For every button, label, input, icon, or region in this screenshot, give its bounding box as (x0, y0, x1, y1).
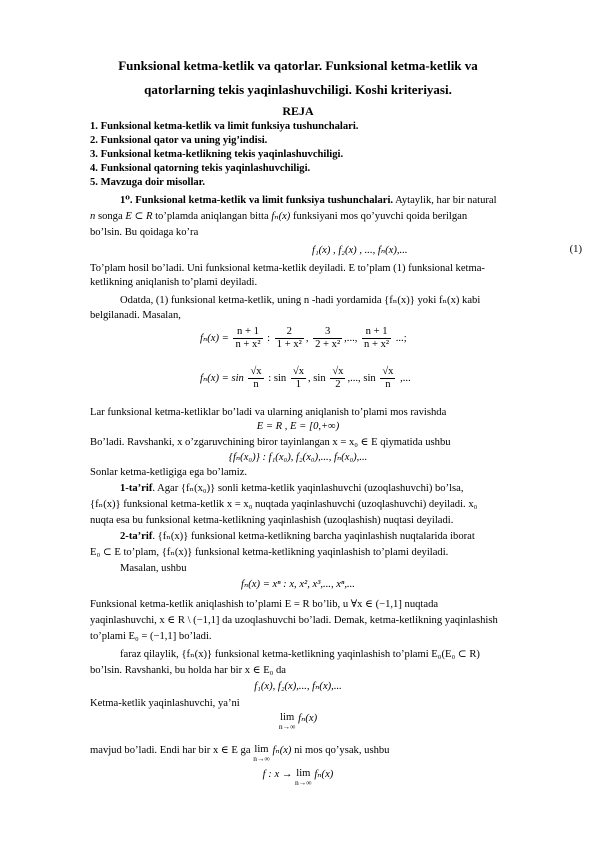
fraction: $\frac{3}{\text{2 + x²}}$ (315, 326, 341, 351)
equation-1-number: (1) (569, 244, 582, 255)
plan-item: 3. Funksional ketma-ketlikning tekis yaqinlashuvchiligi. (90, 149, 344, 160)
paragraph-4: Lar funksional ketma-ketliklar bo’ladi va ularning aniqlanish to’plami mos ravishda (90, 407, 447, 418)
plan-item: 4. Funksional qatorning tekis yaqinlashuvchiligi. (90, 163, 311, 174)
plan-item: 5. Mavzuga doir misollar. (90, 177, 206, 188)
limit-operator: lim n→∞ (253, 744, 270, 763)
paragraph-4-equation: E = R , E = [0,+∞) (256, 421, 340, 432)
definition-2-line-1: 2-ta’rif. {fₙ(x)} funksional ketma-ketlikning barcha yaqinlashish nuqtalarida iborat (120, 531, 475, 542)
definition-1-line-3: nuqta esa bu funksional ketma-ketlikning yaqinlashish (uzoqlashish) nuqtasi deyiladi. (90, 515, 454, 526)
paragraph-8-line-1: Funksional ketma-ketlik aniqlashish to’plami E = R bo’lib, u ∀x ∈ (−1,1] nuqtada (90, 599, 439, 610)
section-1-line-2: n songa E ⊂ R to’plamda aniqlangan bitta fₙ(x) funksiyani mos qo’yuvchi qoida berilgan (90, 211, 468, 222)
fraction: $\frac{√x}{2}$ (332, 366, 344, 391)
title-line-1: Funksional ketma-ketlik va qatorlar. Funksional ketma-ketlik va (118, 58, 478, 73)
limit-function-definition: f : x → lim n→∞ fₙ(x) (262, 768, 334, 787)
paragraph-9-line-2: bo’lsin. Ravshanki, bu holda har bir x ∈ E₀ da (90, 665, 287, 676)
paragraph-2-line-2: ketlikning aniqlanish to’plami deyiladi. (90, 277, 258, 288)
plan-heading: REJA (282, 104, 314, 118)
fraction: $\frac{n + 1}{\text{n + x²}}$ (235, 326, 261, 351)
plan-item: 1. Funksional ketma-ketlik va limit funksiya tushunchalari. (90, 121, 359, 132)
definition-1-line-1: 1-ta’rif. Agar {fₙ(x₀)} sonli ketma-ketlik yaqinlashuvchi (uzoqlashuvchi) bo’lsa, (120, 483, 464, 494)
section-1-first-line (120, 194, 497, 207)
definition-1-heading: 1-ta’rif (120, 483, 153, 494)
paragraph-10: Ketma-ketlik yaqinlashuvchi, ya’ni (90, 698, 240, 709)
paragraph-3-line-1: Odatda, (1) funksional ketma-ketlik, uning n -hadi yordamida {fₙ(x)} yoki fₙ(x) kabi (120, 295, 481, 306)
paragraph-11: mavjud bo’ladi. Endi har bir x ∈ E ga lim n→∞ fₙ(x) ni mos qo’ysak, ushbu (90, 744, 390, 763)
title-line-2: qatorlarning tekis yaqinlashuvchiligi. Koshi kriteriyasi. (144, 82, 452, 97)
fraction: $\frac{n + 1}{\text{n + x²}}$ (364, 326, 390, 351)
paragraph-5-equation: {fₙ(x₀)} : f₁(x₀), f₂(x₀),..., fₙ(x₀),... (228, 452, 368, 463)
example-2-formula: fₙ(x) = sin $\frac{√x}{n}$ : sin $\frac{√x}{1}$ , sin $\frac{√x}{2}$ ,..., sin $\frac{√x}{n}$ ,... (200, 366, 411, 391)
definition-2-line-2: E₀ ⊂ E to’plam, {fₙ(x)} funksional ketma-ketlikning yaqinlashish to’plami deyiladi. (90, 547, 449, 558)
fraction: $\frac{√x}{n}$ (382, 366, 394, 391)
paragraph-6: Sonlar ketma-ketligiga ega bo’lamiz. (90, 467, 248, 478)
fraction: $\frac{√x}{n}$ (250, 366, 262, 391)
plan-item: 2. Funksional qator va uning yig’indisi. (90, 135, 268, 146)
section-1-heading: 1⁰. Funksional ketma-ketlik va limit funksiya tushunchalari. (120, 195, 394, 206)
equation-1: f₁(x) , f₂(x) , ..., fₙ(x),... (312, 245, 408, 256)
paragraph-8-line-2: yaqinlashuvchi, x ∈ R \ (−1,1] da uzoqlashuvchi bo’ladi. Demak, ketma-ketlikning yaqinlashish (90, 615, 498, 626)
limit-expression: lim n→∞ fₙ(x) (278, 712, 318, 731)
limit-operator: lim n→∞ (295, 768, 312, 787)
limit-operator: lim n→∞ (278, 712, 296, 731)
paragraph-5: Bo’ladi. Ravshanki, x o’zgaruvchining biror tayinlangan x = x₀ ∈ E qiymatida ushbu (90, 437, 451, 448)
definition-2-heading: 2-ta’rif (120, 531, 153, 542)
paragraph-2-line-1: To’plam hosil bo’ladi. Uni funksional ketma-ketlik deyiladi. E to’plam (1) funksional ketma- (90, 263, 485, 274)
fraction: $\frac{2}{\text{1 + x²}}$ (276, 326, 302, 351)
paragraph-7: Masalan, ushbu (120, 563, 187, 574)
fraction: $\frac{√x}{1}$ (292, 366, 304, 391)
definition-1-line-2: {fₙ(x)} funksional ketma-ketlik x = x₀ nuqtada yaqinlashuvchi (uzoqlashuvchi) deyiladi. x₀ (90, 499, 478, 510)
paragraph-8-line-3: to’plami E₀ = (−1,1] bo’ladi. (90, 631, 212, 642)
paragraph-7-equation: fₙ(x) = xⁿ : x, x², x³,..., xⁿ,... (241, 579, 355, 590)
paragraph-9-line-1: faraz qilaylik, {fₙ(x)} funksional ketma-ketlikning yaqinlashish to’plami E₀(E₀ ⊂ R) (120, 649, 480, 660)
paragraph-9-equation: f₁(x), f₂(x),..., fₙ(x),... (254, 681, 342, 692)
paragraph-3-line-2: belgilanadi. Masalan, (90, 310, 181, 321)
example-1-formula: fₙ(x) = $\frac{n + 1}{\text{n + x²}}$ : $\frac{2}{\text{1 + x²}}$ , $\frac{3}{\text{2 + x²}}$ ,..., $\frac{n + 1}{\text{n + x²}}$ ...; (200, 326, 407, 351)
section-1-line-3: bo’lsin. Bu qoidaga ko’ra (90, 227, 199, 238)
section-1-intro: Aytaylik, har bir natural (395, 195, 497, 206)
